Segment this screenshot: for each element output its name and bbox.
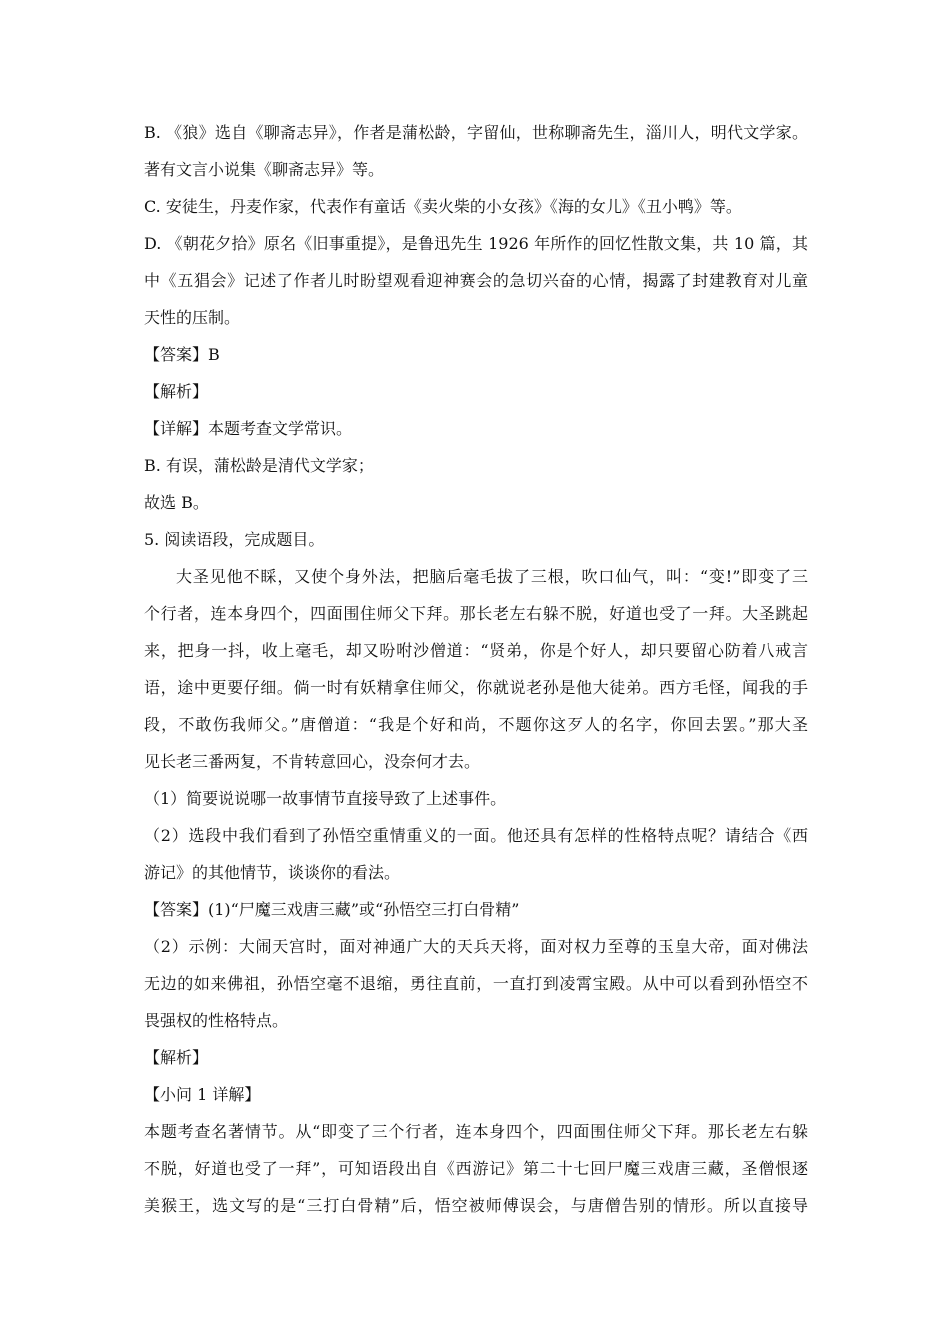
answer-5-part-2-line-1: （2）示例：大闹天宫时，面对神通广大的天兵天将，面对权力至尊的玉皇大帝，面对佛法 <box>144 937 808 956</box>
option-b-line-2: 著有文言小说集《聊斋志异》等。 <box>144 160 385 179</box>
option-d-line-2: 中《五猖会》记述了作者儿时盼望观看迎神赛会的急切兴奋的心情，揭露了封建教育对儿童 <box>144 271 808 290</box>
option-b-line-1: B. 《狼》选自《聊斋志异》，作者是蒲松龄，字留仙，世称聊斋先生，淄川人，明代文学家。 <box>144 123 808 142</box>
option-d-line-1: D. 《朝花夕拾》原名《旧事重提》，是鲁迅先生 1926 年所作的回忆性散文集，共 10 篇，其 <box>144 234 808 253</box>
analysis-heading-5: 【解析】 <box>144 1048 209 1067</box>
passage-line-5: 段，不敢伤我师父。”唐僧道：“我是个好和尚，不题你这歹人的名字，你回去罢。”那大圣 <box>144 715 808 734</box>
passage-line-6: 见长老三番两复，不肯转意回心，没奈何才去。 <box>144 752 481 771</box>
option-d-line-3: 天性的压制。 <box>144 308 241 327</box>
passage-line-4: 语，途中更要仔细。倘一时有妖精拿住师父，你就说老孙是他大徒弟。西方毛怪，闻我的手 <box>144 678 808 697</box>
passage-line-1: 大圣见他不睬，又使个身外法，把脑后毫毛拔了三根，吹口仙气，叫：“变!”即变了三 <box>176 567 808 586</box>
question-5-title: 5. 阅读语段，完成题目。 <box>144 530 325 549</box>
question-5-sub-2-line-1: （2）选段中我们看到了孙悟空重情重义的一面。他还具有怎样的性格特点呢？请结合《西 <box>144 826 808 845</box>
question-5-sub-1: （1）简要说说哪一故事情节直接导致了上述事件。 <box>144 789 507 808</box>
detail-5-line-2: 不脱，好道也受了一拜”，可知语段出自《西游记》第二十七回尸魔三戏唐三藏，圣僧恨逐 <box>144 1159 808 1178</box>
passage-line-2: 个行者，连本身四个，四面围住师父下拜。那长老左右躲不脱，好道也受了一拜。大圣跳起 <box>144 604 808 623</box>
answer-5-part-1: 【答案】(1)“尸魔三戏唐三藏”或“孙悟空三打白骨精” <box>144 900 520 919</box>
analysis-heading-4: 【解析】 <box>144 382 209 401</box>
detail-5-line-1: 本题考查名著情节。从“即变了三个行者，连本身四个，四面围住师父下拜。那长老左右躲 <box>144 1122 808 1141</box>
passage-line-3: 来，把身一抖，收上毫毛，却又吩咐沙僧道：“贤弟，你是个好人，却只要留心防着八戒言 <box>144 641 808 660</box>
detail-4-choice: 故选 B。 <box>144 493 209 512</box>
question-5-sub-2-line-2: 游记》的其他情节，谈谈你的看法。 <box>144 863 401 882</box>
sub-question-1-detail-heading: 【小问 1 详解】 <box>144 1085 261 1104</box>
detail-4-b: B. 有误，蒲松龄是清代文学家； <box>144 456 374 475</box>
option-c-line: C. 安徒生，丹麦作家，代表作有童话《卖火柴的小女孩》《海的女儿》《丑小鸭》等。 <box>144 197 742 216</box>
detail-5-line-3: 美猴王，选文写的是“三打白骨精”后，悟空被师傅误会，与唐僧告别的情形。所以直接导 <box>144 1196 808 1215</box>
answer-4: 【答案】B <box>144 345 220 364</box>
detail-4: 【详解】本题考查文学常识。 <box>144 419 353 438</box>
answer-5-part-2-line-2: 无边的如来佛祖，孙悟空毫不退缩，勇往直前，一直打到凌霄宝殿。从中可以看到孙悟空不 <box>144 974 808 993</box>
answer-5-part-2-line-3: 畏强权的性格特点。 <box>144 1011 289 1030</box>
